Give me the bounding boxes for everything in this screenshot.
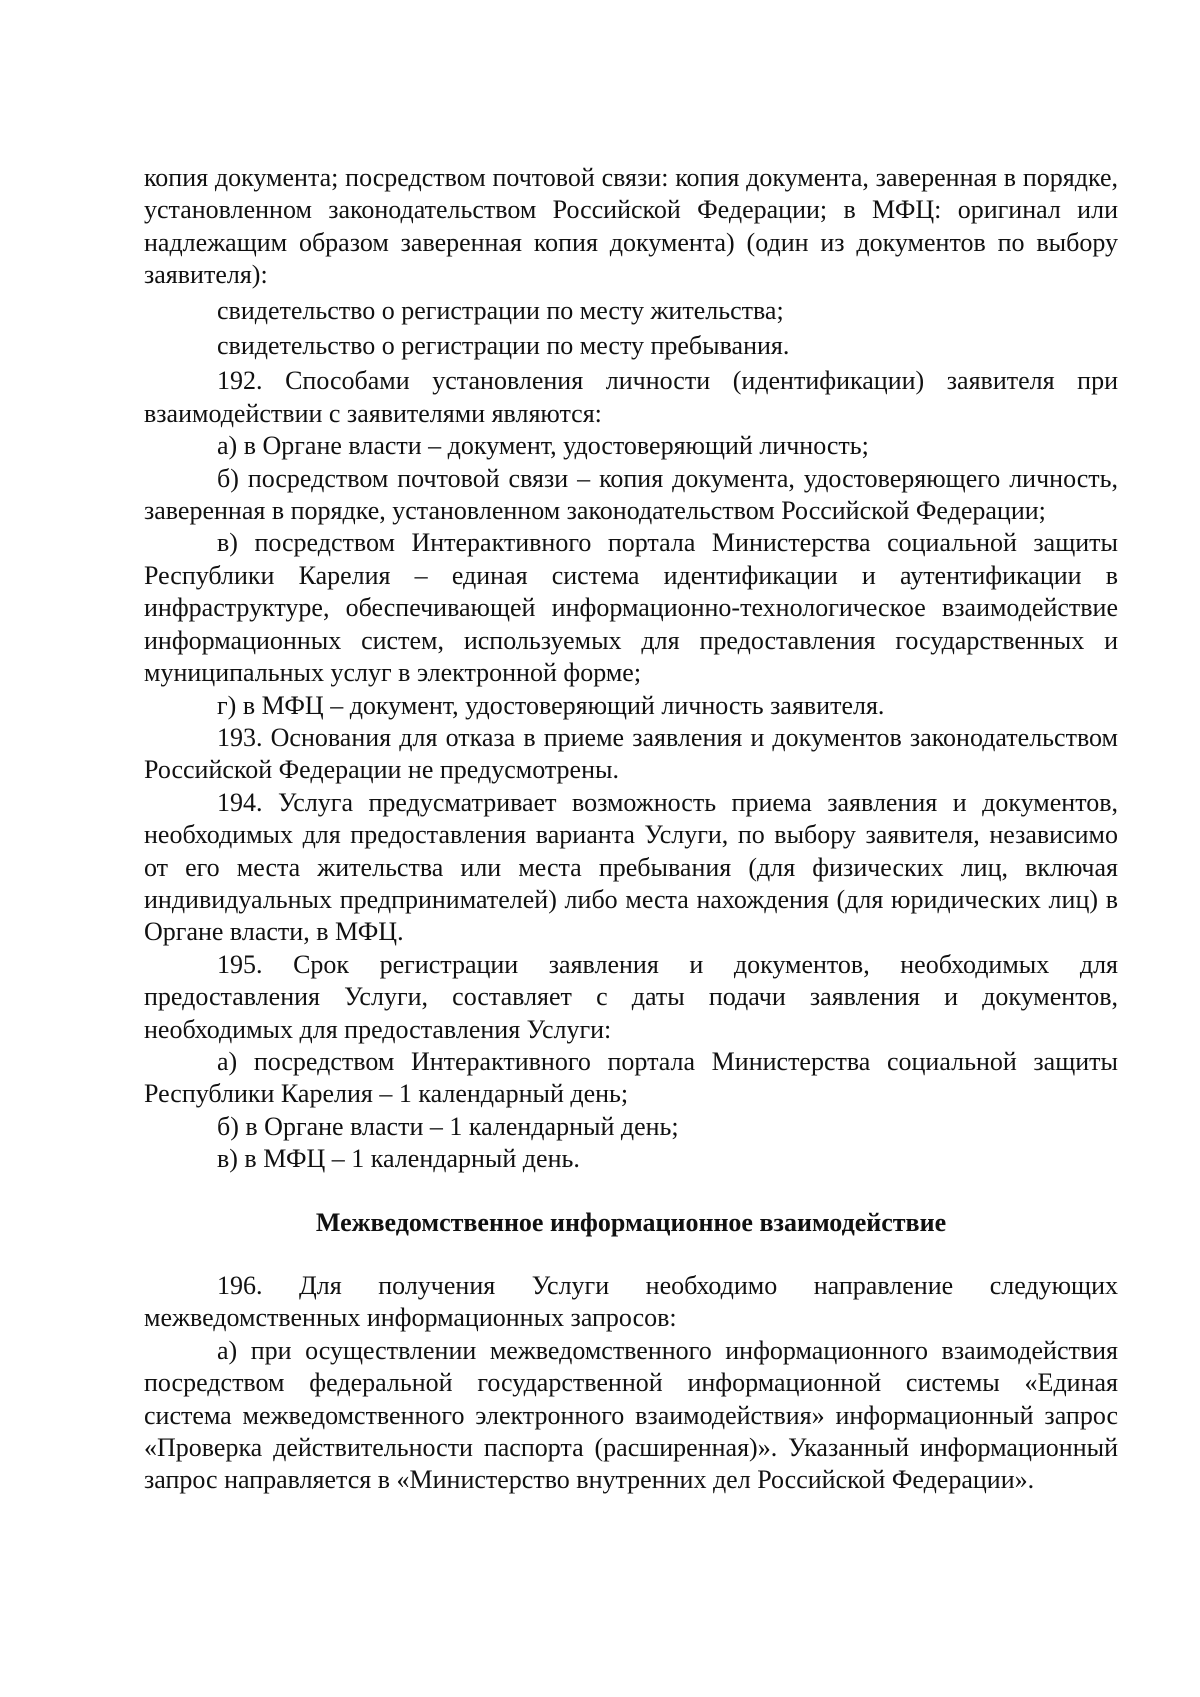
- list-item-residence-certificate: свидетельство о регистрации по месту жительства;: [217, 295, 784, 325]
- paragraph-195-a: а) посредством Интерактивного портала Министерства социальной защиты Республики Карелия – 1 календарный день;: [144, 1046, 1118, 1109]
- paragraph-195-b: б) в Органе власти – 1 календарный день;: [217, 1111, 679, 1141]
- paragraph-192-g: г) в МФЦ – документ, удостоверяющий личность заявителя.: [217, 690, 885, 720]
- paragraph-192-v: в) посредством Интерактивного портала Министерства социальной защиты Республики Карелия – единая система идентификации и аутентификации в инфраструктуре, обеспечивающей информационно-технологическое взаимодействие информационных систем, используемых для предоставления государственных и муниципальных услуг в электронной форме;: [144, 528, 1118, 688]
- document-page: [144, 162, 1118, 1497]
- paragraph-192: 192. Способами установления личности (идентификации) заявителя при взаимодействии с заявителями являются:: [144, 366, 1118, 428]
- paragraph-196: 196. Для получения Услуги необходимо направление следующих межведомственных информационных запросов:: [144, 1271, 1118, 1333]
- paragraph-192-b: б) посредством почтовой связи – копия документа, удостоверяющего личность, заверенная в порядке, установленном законодательством Российской Федерации;: [144, 463, 1118, 526]
- paragraph-193: 193. Основания для отказа в приеме заявления и документов законодательством Российской Федерации не предусмотрены.: [144, 722, 1118, 785]
- paragraph-196-a: а) при осуществлении межведомственного информационного взаимодействия посредством федеральной государственной информационной системы «Единая система межведомственного электронного взаимодействия» информационный запрос «Проверка действительности паспорта (расширенная)». Указанный информационный запрос направляется в «Министерство внутренних дел Российской Федерации».: [144, 1335, 1118, 1495]
- paragraph-194: 194. Услуга предусматривает возможность приема заявления и документов, необходимых для предоставления варианта Услуги, по выбору заявителя, независимо от его места жительства или места пребывания (для физических лиц, включая индивидуальных предпринимателей) либо места нахождения (для юридических лиц) в Органе власти, в МФЦ.: [144, 787, 1118, 947]
- list-item-stay-certificate: свидетельство о регистрации по месту пребывания.: [217, 331, 790, 361]
- paragraph-192-a: а) в Органе власти – документ, удостоверяющий личность;: [217, 431, 869, 461]
- paragraph-continuation: копия документа; посредством почтовой связи: копия документа, заверенная в порядке, установленном законодательством Российской Федерации; в МФЦ: оригинал или надлежащим образом заверенная копия документа) (один из документов по выбору заявителя):: [144, 163, 1118, 290]
- paragraph-195: 195. Срок регистрации заявления и документов, необходимых для предоставления Услуги, составляет с даты подачи заявления и документов, необходимых для предоставления Услуги:: [144, 949, 1118, 1044]
- paragraph-195-v: в) в МФЦ – 1 календарный день.: [217, 1144, 580, 1174]
- section-heading: Межведомственное информационное взаимодействие: [315, 1207, 947, 1237]
